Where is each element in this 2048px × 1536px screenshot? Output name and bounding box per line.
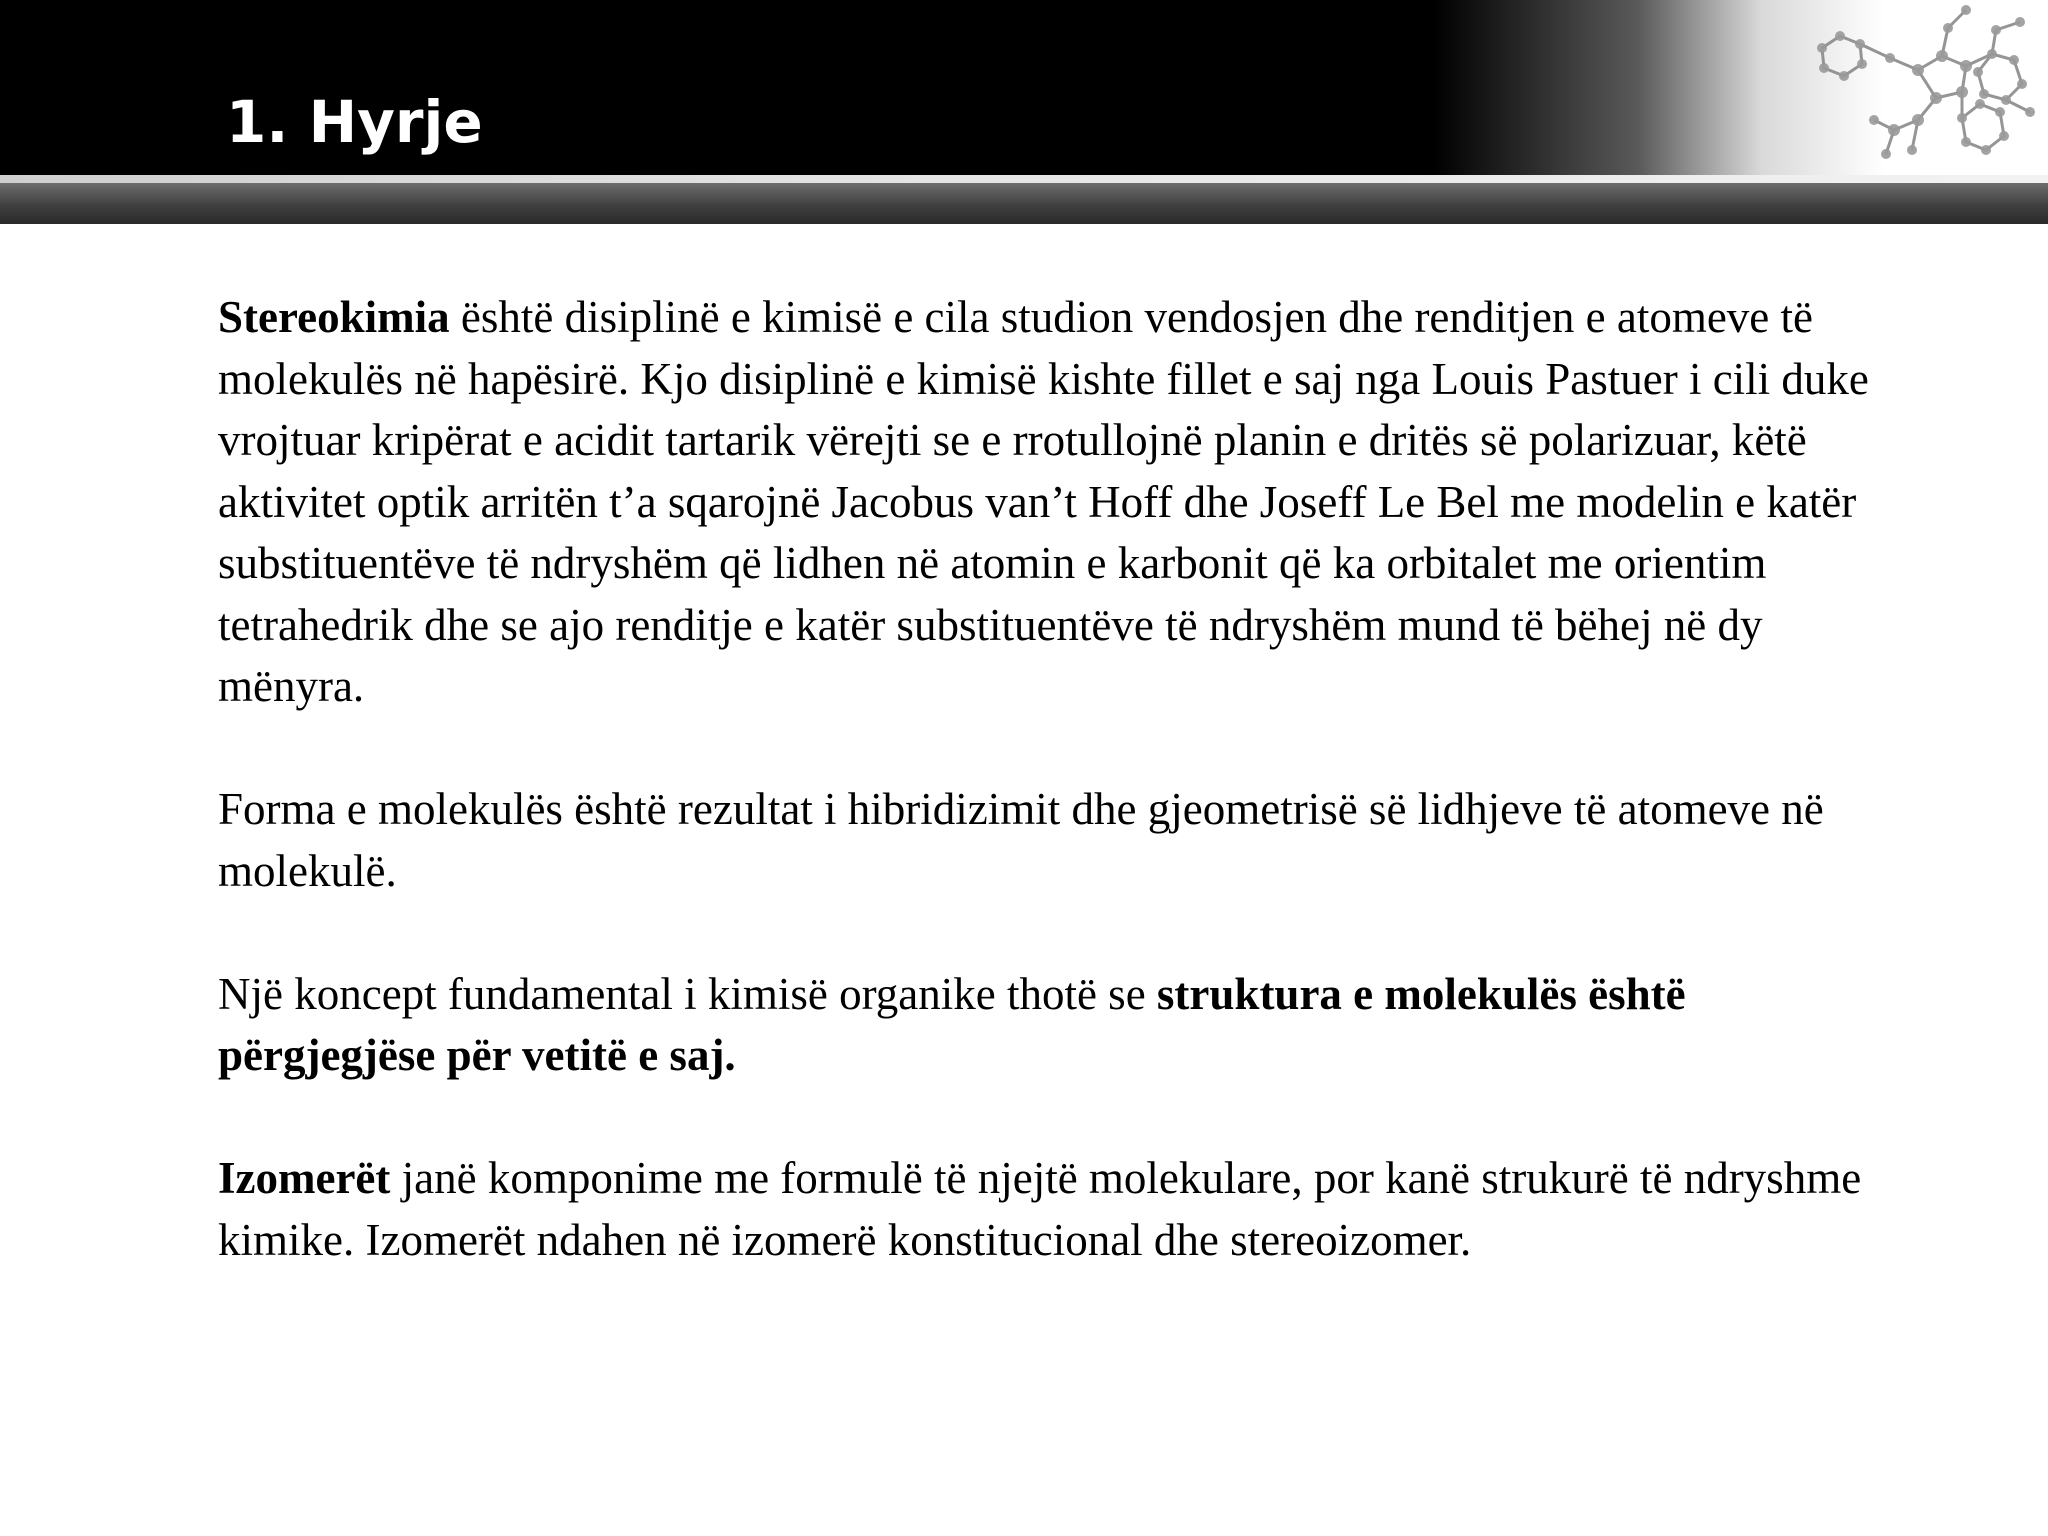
paragraph-text: janë komponime me formulë të njejtë molekulare, por kanë strukurë të ndryshme kimike. Izomerët ndahen në izomerë konstitucional dhe stereoizomer. (218, 1153, 1862, 1265)
paragraph-isomers (218, 1148, 1908, 1271)
paragraph-molecule-shape (218, 779, 1908, 902)
term-stereokimia: Stereokimia (218, 292, 450, 342)
header-band (0, 183, 2048, 224)
term-izomeret: Izomerët (218, 1153, 391, 1203)
header-divider (0, 175, 2048, 183)
paragraph-stereochemistry (218, 287, 1908, 718)
paragraph-text: Një koncept fundamental i kimisë organike thotë se (218, 968, 1157, 1019)
slide-body (218, 287, 1908, 1333)
slide-title: 1. Hyrje (226, 88, 483, 156)
paragraph-text: është disiplinë e kimisë e cila studion vendosjen dhe renditjen e atomeve të molekulës në hapësirë. Kjo disiplinë e kimisë kishte fillet e saj nga Louis Pastuer i cili duke vrojtuar kripërat e acidit tartarik vërejti se e rrotullojnë planin e dritës së polarizuar, këtë aktivitet optik arritën t’a sqarojnë Jacobus van’t Hoff dhe Joseff Le Bel me modelin e katër substituentëve të ndryshëm që lidhen në atomin e karbonit që ka orbitalet me orientim tetrahedrik dhe se ajo renditje e katër substituentëve të ndryshëm mund të bëhej në dy mënyra. (218, 292, 1869, 711)
paragraph-text: Forma e molekulës është rezultat i hibridizimit dhe gjeometrisë së lidhjeve të atomeve në molekulë. (218, 784, 1824, 896)
paragraph-fundamental-concept (218, 964, 1908, 1087)
molecule-icon (1800, 0, 2048, 175)
emphasis-structure: struktura e molekulës është përgjegjëse për vetitë e saj. (218, 968, 1686, 1080)
